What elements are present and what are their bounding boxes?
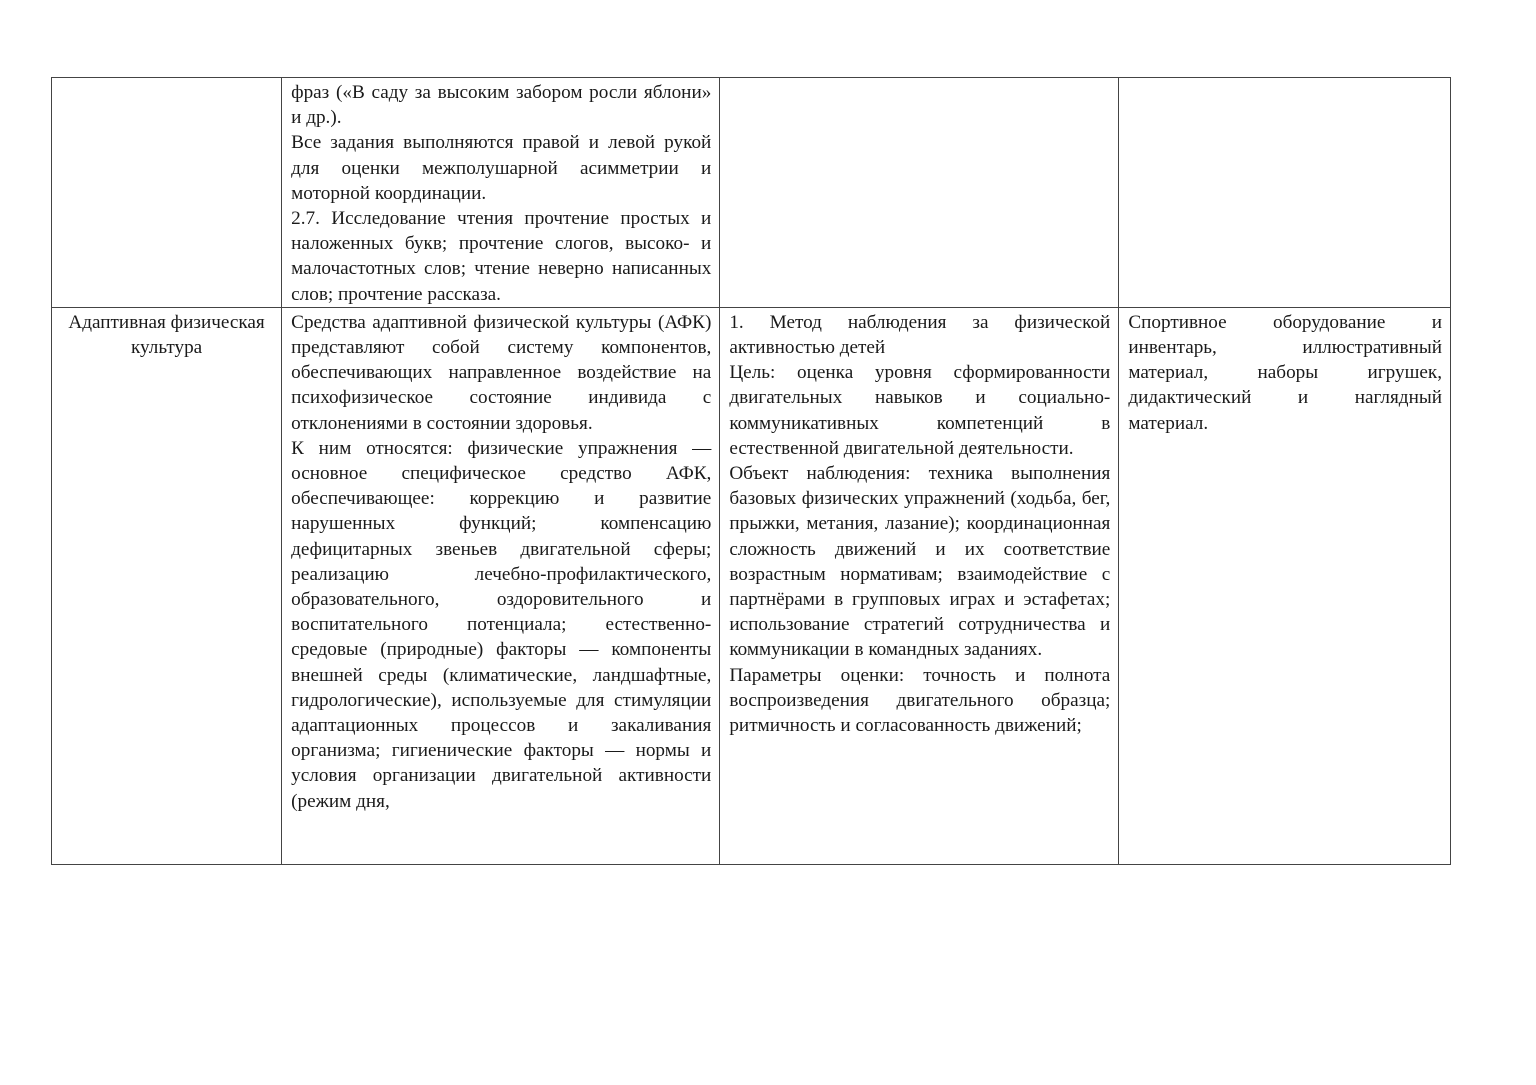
paragraph: Все задания выполняются правой и левой рукой для оценки межполушарной асимметрии и моторной координации. [291,132,712,204]
table-cell-content [282,307,720,864]
paragraph: Объект наблюдения: техника выполнения базовых физических упражнений (ходьба, бег, прыжки, метания, лазание); координационная сложность движений и их соответствие возрастным нормативам; взаимодействие с партнёрами в групповых играх и эстафетах; использование стратегий сотрудничества и коммуникации в командных заданиях. [729,463,1111,661]
table-cell-content [282,78,720,308]
table-cell-methods [720,307,1119,864]
paragraph: 1. Метод наблюдения за физической активностью детей [729,311,1111,359]
paragraph: фраз («В саду за высоким забором росли яблони» и др.). [291,82,712,129]
paragraph: Средства адаптивной физической культуры (АФК) представляют собой систему компонентов, обеспечивающих направленное воздействие на психофизическое состояние индивида с отклонениями в состоянии здоровья. [291,311,712,434]
paragraph: К ним относятся: физические упражнения — основное специфическое средство АФК, обеспечивающее: коррекцию и развитие нарушенных функций; компенсацию дефицитарных звеньев двигательной сферы; реализацию лечебно-профилактического, образовательного, оздоровительного и воспитательного потенциала; естественно-средовые (природные) факторы — компоненты внешней среды (климатические, ландшафтные, гидрологические), используемые для стимуляции адаптационных процессов и закаливания организма; гигиенические факторы — нормы и условия организации двигательной активности (режим дня, [291,437,712,812]
paragraph: Параметры оценки: точность и полнота воспроизведения двигательного образца; ритмичность и согласованность движений; [729,664,1111,737]
table-cell-section: Адаптивная физическая культура [52,307,282,864]
table-row [52,307,1451,864]
table-row [52,78,1451,308]
table-cell-section [52,78,282,308]
table-cell-materials [1119,78,1451,308]
table-cell-methods [720,78,1119,308]
methods-table [51,77,1451,865]
paragraph: Цель: оценка уровня сформированности двигательных навыков и социально-коммуникативных компетенций в естественной двигательной деятельности. [729,362,1111,459]
table-cell-materials: Спортивное оборудование и инвентарь, иллюстративный материал, наборы игрушек, дидактический и наглядный материал. [1119,307,1451,864]
paragraph: 2.7. Исследование чтения прочтение простых и наложенных букв; прочтение слогов, высоко- и малочастотных слов; чтение неверно написанных слов; прочтение рассказа. [291,208,712,305]
